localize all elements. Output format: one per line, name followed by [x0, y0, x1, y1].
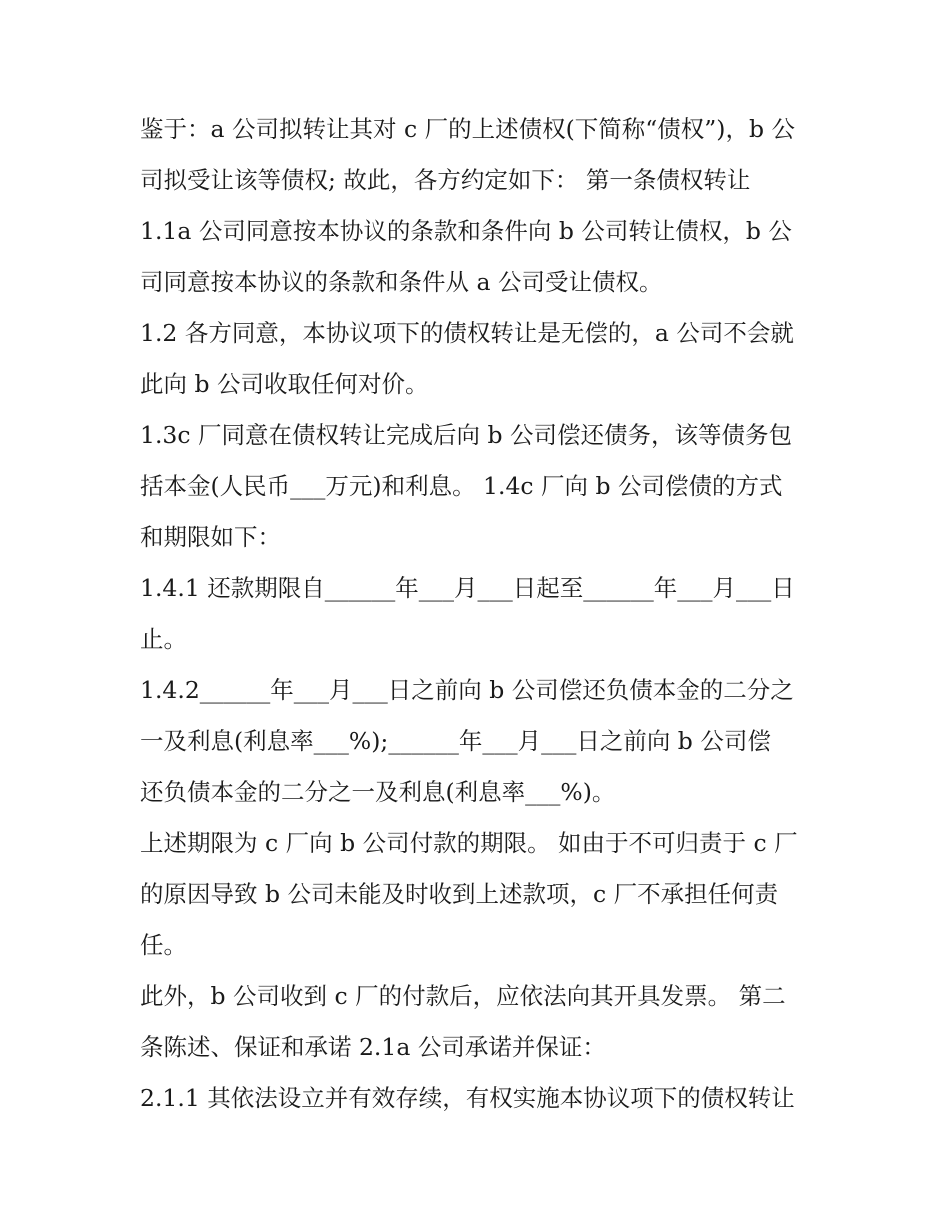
text-line: 2.1.1 其依法设立并有效存续，有权实施本协议项下的债权转让: [140, 1084, 795, 1112]
text-line: 条陈述、保证和承诺 2.1a 公司承诺并保证：: [140, 1033, 606, 1061]
text-line: 1.2 各方同意，本协议项下的债权转让是无偿的，a 公司不会就: [140, 319, 794, 347]
document-body: [140, 104, 820, 1124]
text-line: 的原因导致 b 公司未能及时收到上述款项，c 厂不承担任何责: [140, 880, 779, 908]
text-line: 1.1a 公司同意按本协议的条款和条件向 b 公司转让债权，b 公: [140, 217, 792, 245]
text-line: 和期限如下：: [140, 523, 281, 551]
text-line: 上述期限为 c 厂向 b 公司付款的期限。 如由于不可归责于 c 厂: [140, 829, 798, 857]
text-line: 司同意按本协议的条款和条件从 a 公司受让债权。: [140, 268, 663, 296]
text-line: 一及利息(利息率___%);______年___月___日之前向 b 公司偿: [140, 727, 771, 755]
text-line: 任。: [140, 931, 187, 959]
text-line: 此外，b 公司收到 c 厂的付款后，应依法向其开具发票。 第二: [140, 982, 786, 1010]
text-line: 还负债本金的二分之一及利息(利息率___%)。: [140, 778, 616, 806]
text-line: 括本金(人民币___万元)和利息。 1.4c 厂向 b 公司偿债的方式: [140, 472, 783, 500]
text-line: 此向 b 公司收取任何对价。: [140, 370, 429, 398]
text-line: 1.3c 厂同意在债权转让完成后向 b 公司偿还债务，该等债务包: [140, 421, 792, 449]
text-line: 司拟受让该等债权; 故此，各方约定如下： 第一条债权转让: [140, 166, 751, 194]
text-line: 1.4.1 还款期限自______年___月___日起至______年___月___日: [140, 574, 795, 602]
text-line: 鉴于：a 公司拟转让其对 c 厂的上述债权(下简称“债权”)，b 公: [140, 115, 795, 143]
text-line: 1.4.2______年___月___日之前向 b 公司偿还负债本金的二分之: [140, 676, 794, 704]
text-line: 止。: [140, 625, 187, 653]
